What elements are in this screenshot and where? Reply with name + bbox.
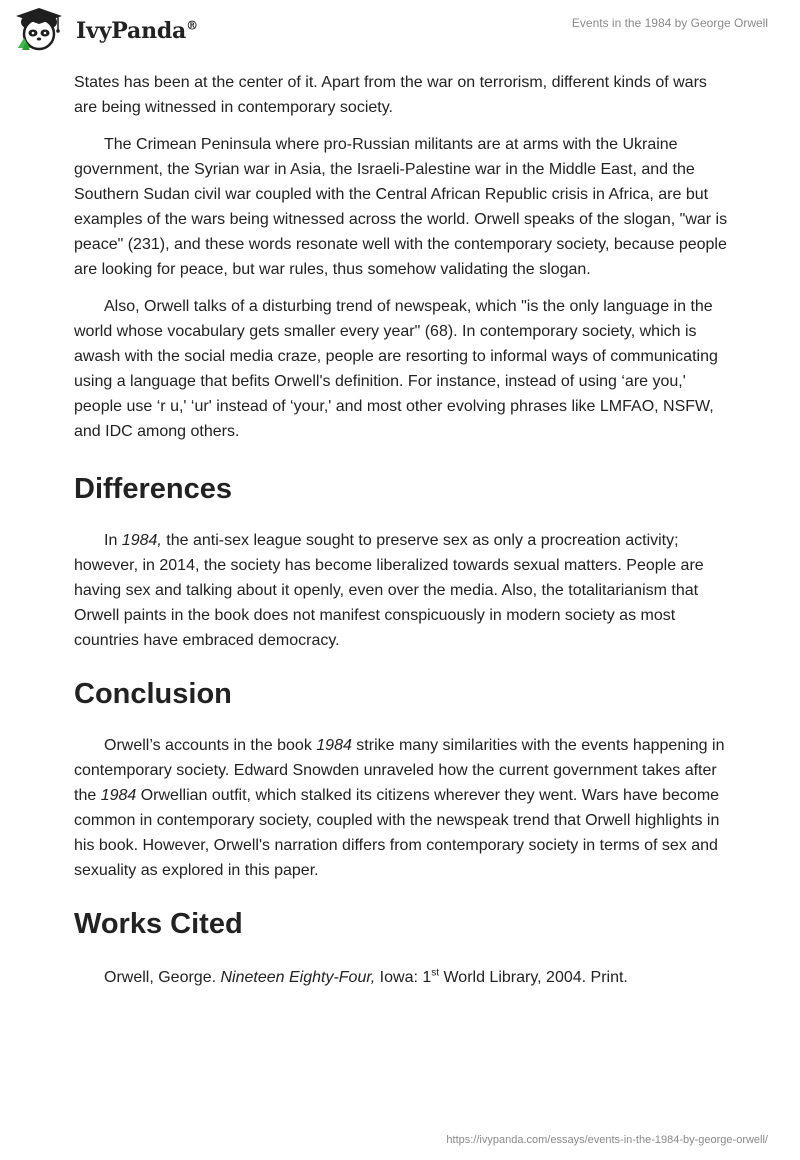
- document-title: Events in the 1984 by George Orwell: [571, 16, 768, 30]
- paragraph: In 1984, the anti-sex league sought to preserve sex as only a procreation activity; however, in 2014, the society has become liberalized towards sexual matters. People are having sex and talking about it openly, even over the media. Also, the totalitarianism that Orwell paints in the book does not manifest conspicuously in modern society as most countries have embraced democracy.: [74, 532, 704, 649]
- panda-graduate-icon: [14, 6, 66, 54]
- paragraph: States has been at the center of it. Apart from the war on terrorism, different kinds of wars are being witnessed in contemporary society.: [74, 74, 707, 116]
- brand-logo[interactable]: [14, 6, 198, 54]
- citation-entry: Orwell, George. Nineteen Eighty-Four, Iowa: 1st World Library, 2004. Print.: [104, 967, 628, 986]
- brand-name: IvyPanda®: [76, 18, 198, 44]
- essay-content: [74, 70, 734, 1002]
- section-heading-conclusion: Conclusion: [74, 678, 232, 710]
- section-heading-works-cited: Works Cited: [74, 908, 243, 940]
- source-url[interactable]: https://ivypanda.com/essays/events-in-the-1984-by-george-orwell/: [446, 1134, 768, 1146]
- paragraph: Also, Orwell talks of a disturbing trend of newspeak, which "is the only language in the world whose vocabulary gets smaller every year" (68). In contemporary society, which is awash with the social media craze, people are resorting to informal ways of communicating using a language that befits Orwell's definition. For instance, instead of using ‘are you,' people use ‘r u,' ‘ur' instead of ‘your,' and most other evolving phrases like LMFAO, NSFW, and IDC among others.: [74, 298, 718, 440]
- paragraph: Orwell’s accounts in the book 1984 strike many similarities with the events happening in contemporary society. Edward Snowden unraveled how the current government takes after the 1984 Orwellian outfit, which stalked its citizens wherever they went. Wars have become common in contemporary society, coupled with the newspeak trend that Orwell highlights in his book. However, Orwell's narration differs from contemporary society in terms of sex and sexuality as explored in this paper.: [74, 737, 725, 879]
- page-header: [0, 0, 800, 60]
- paragraph: The Crimean Peninsula where pro-Russian militants are at arms with the Ukraine government, the Syrian war in Asia, the Israeli-Palestine war in the Middle East, and the Southern Sudan civil war coupled with the Central African Republic crisis in Africa, are but examples of the wars being witnessed across the world. Orwell speaks of the slogan, "war is peace" (231), and these words resonate well with the contemporary society, because people are looking for peace, but war rules, thus somehow validating the slogan.: [74, 136, 728, 278]
- section-heading-differences: Differences: [74, 473, 232, 505]
